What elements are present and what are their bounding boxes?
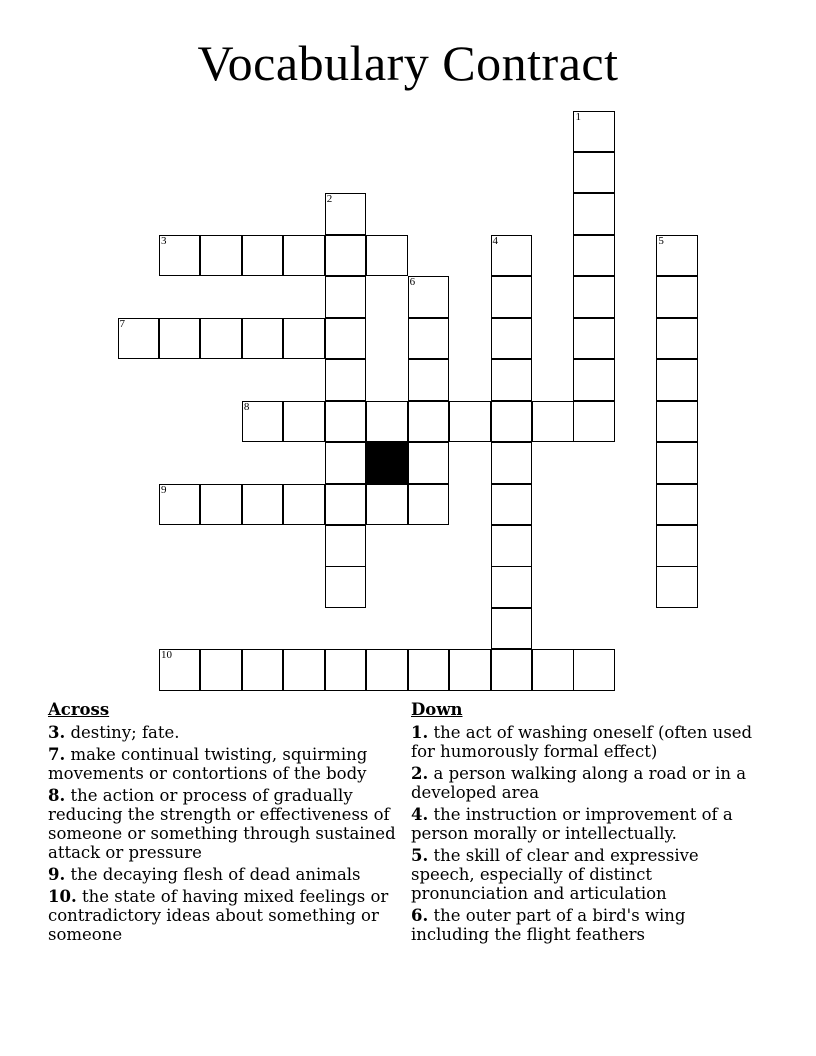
grid-cell[interactable] (325, 649, 367, 691)
grid-cell[interactable] (656, 318, 698, 360)
grid-cell[interactable] (491, 525, 533, 567)
clue-text: make continual twisting, squirming movements or contortions of the body (48, 745, 368, 783)
down-heading: Down (411, 700, 463, 719)
grid-cell[interactable] (283, 235, 325, 277)
grid-cell[interactable] (325, 276, 367, 318)
grid-cell[interactable] (325, 235, 367, 277)
across-clues (48, 700, 408, 947)
clue-text: the act of washing oneself (often used for humorously formal effect) (411, 723, 753, 761)
clue-number: 1. (411, 723, 429, 742)
clue-number: 8. (48, 786, 66, 805)
clue-number-label: 5 (658, 234, 664, 247)
grid-cell[interactable] (366, 484, 408, 526)
grid-cell[interactable] (491, 276, 533, 318)
grid-cell[interactable] (573, 649, 615, 691)
grid-cell[interactable] (325, 484, 367, 526)
grid-cell[interactable] (325, 401, 367, 443)
clue-number: 6. (411, 906, 429, 925)
grid-cell[interactable] (449, 649, 491, 691)
down-clues (411, 700, 761, 947)
grid-cell[interactable] (366, 235, 408, 277)
grid-cell[interactable] (656, 235, 698, 277)
grid-cell[interactable] (159, 484, 201, 526)
grid-cell[interactable] (573, 111, 615, 153)
clue-number: 7. (48, 745, 66, 764)
clue-across-3 (48, 723, 408, 742)
grid-cell[interactable] (449, 401, 491, 443)
grid-cell[interactable] (200, 235, 242, 277)
grid-cell[interactable] (491, 359, 533, 401)
grid-cell[interactable] (491, 401, 533, 443)
clue-down-6 (411, 906, 761, 944)
clue-across-8 (48, 786, 408, 862)
clue-number: 3. (48, 723, 66, 742)
clue-number: 5. (411, 846, 429, 865)
clue-text: the state of having mixed feelings or contradictory ideas about something or someone (48, 887, 389, 944)
grid-cell[interactable] (573, 235, 615, 277)
grid-cell[interactable] (656, 401, 698, 443)
grid-cell[interactable] (491, 566, 533, 608)
clue-number-label: 8 (243, 400, 250, 413)
grid-cell[interactable] (656, 442, 698, 484)
grid-cell[interactable] (656, 276, 698, 318)
clue-number: 10. (48, 887, 77, 906)
clue-text: the decaying flesh of dead animals (70, 865, 361, 884)
grid-cell[interactable] (656, 566, 698, 608)
grid-cell[interactable] (283, 649, 325, 691)
across-heading: Across (48, 700, 110, 719)
grid-cell[interactable] (325, 359, 367, 401)
grid-cell[interactable] (159, 649, 201, 691)
grid-cell[interactable] (325, 525, 367, 567)
clue-number-label: 4 (492, 234, 499, 247)
clue-number-label: 6 (409, 276, 416, 289)
grid-cell[interactable] (532, 649, 574, 691)
grid-cell[interactable] (408, 484, 450, 526)
grid-cell[interactable] (242, 318, 284, 360)
grid-cell[interactable] (532, 401, 574, 443)
grid-cell[interactable] (408, 318, 450, 360)
clue-number-label: 10 (160, 649, 172, 662)
grid-cell[interactable] (573, 152, 615, 194)
grid-cell[interactable] (656, 525, 698, 567)
grid-cell[interactable] (325, 193, 367, 235)
grid-cell[interactable] (573, 359, 615, 401)
grid-cell[interactable] (491, 318, 533, 360)
clue-down-5 (411, 846, 761, 903)
grid-cell[interactable] (325, 318, 367, 360)
grid-cell[interactable] (242, 235, 284, 277)
grid-cell[interactable] (366, 649, 408, 691)
grid-cell[interactable] (408, 359, 450, 401)
grid-cell[interactable] (159, 318, 201, 360)
clue-down-4 (411, 805, 761, 843)
clue-down-1 (411, 723, 761, 761)
clue-across-7 (48, 745, 408, 783)
grid-cell[interactable] (283, 484, 325, 526)
clue-number-label: 7 (119, 317, 125, 330)
clue-down-2 (411, 764, 761, 802)
grid-cell[interactable] (491, 484, 533, 526)
grid-cell[interactable] (118, 318, 160, 360)
clue-number-label: 3 (160, 234, 167, 247)
black-square (366, 442, 408, 484)
grid-cell[interactable] (242, 649, 284, 691)
grid-cell[interactable] (573, 401, 615, 443)
grid-cell[interactable] (200, 484, 242, 526)
grid-cell[interactable] (573, 193, 615, 235)
grid-cell[interactable] (573, 276, 615, 318)
grid-cell[interactable] (573, 318, 615, 360)
clue-number: 2. (411, 764, 429, 783)
grid-cell[interactable] (159, 235, 201, 277)
clue-across-9 (48, 865, 408, 884)
clue-across-10 (48, 887, 408, 944)
grid-cell[interactable] (656, 359, 698, 401)
clue-number-label: 1 (575, 110, 581, 123)
grid-cell[interactable] (491, 235, 533, 277)
grid-cell[interactable] (325, 566, 367, 608)
grid-cell[interactable] (491, 608, 533, 650)
grid-cell[interactable] (200, 649, 242, 691)
clue-number: 4. (411, 805, 429, 824)
grid-cell[interactable] (408, 649, 450, 691)
clue-number: 9. (48, 865, 66, 884)
grid-cell[interactable] (283, 318, 325, 360)
grid-cell[interactable] (242, 401, 284, 443)
clue-text: the instruction or improvement of a person morally or intellectually. (411, 805, 733, 843)
clue-number-label: 9 (160, 483, 167, 496)
page-title: Vocabulary Contract (197, 35, 619, 91)
grid-cell[interactable] (283, 401, 325, 443)
grid-cell[interactable] (656, 484, 698, 526)
grid-cell[interactable] (366, 401, 408, 443)
clue-text: destiny; fate. (70, 723, 180, 742)
clue-text: the action or process of gradually reducing the strength or effectiveness of someone or something through sustained attack or pressure (48, 786, 396, 862)
grid-cell[interactable] (242, 484, 284, 526)
clue-text: a person walking along a road or in a developed area (411, 764, 747, 802)
grid-cell[interactable] (491, 442, 533, 484)
grid-cell[interactable] (408, 401, 450, 443)
clue-text: the outer part of a bird's wing including the flight feathers (411, 906, 686, 944)
grid-cell[interactable] (325, 442, 367, 484)
grid-cell[interactable] (200, 318, 242, 360)
grid-cell[interactable] (408, 276, 450, 318)
clue-text: the skill of clear and expressive speech, especially of distinct pronunciation and articulation (411, 846, 699, 903)
clue-number-label: 2 (326, 193, 333, 206)
grid-cell[interactable] (491, 649, 533, 691)
grid-cell[interactable] (408, 442, 450, 484)
